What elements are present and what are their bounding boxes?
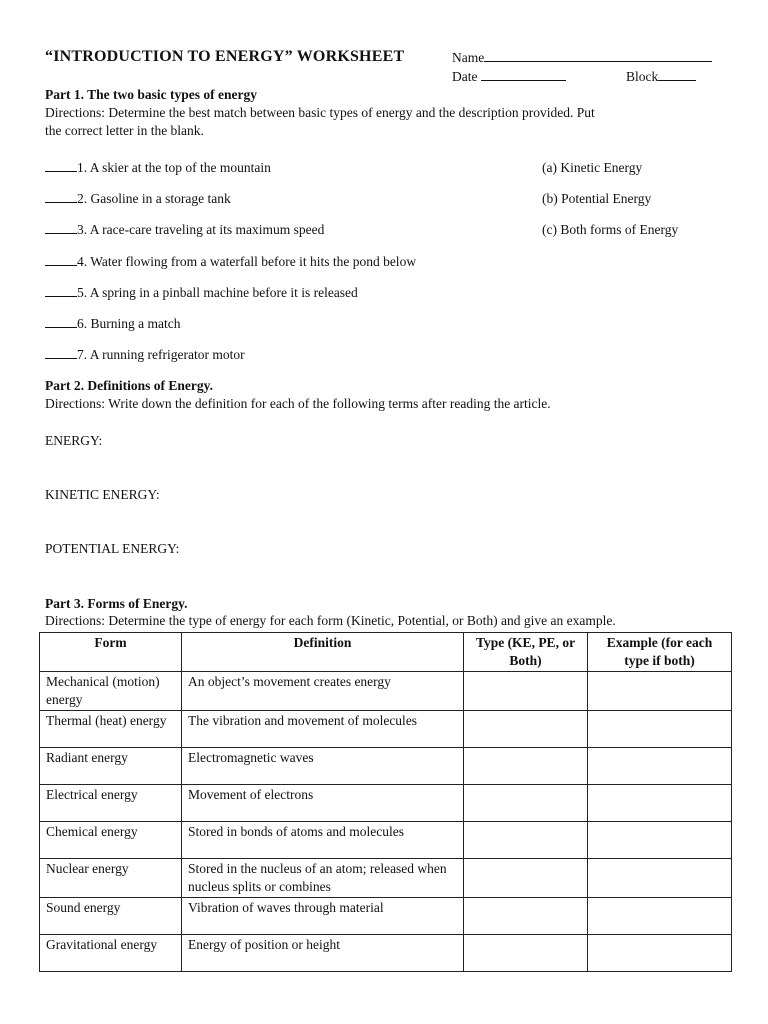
forms-of-energy-table: [39, 632, 732, 972]
question-item: 3. A race-care traveling at its maximum speed: [45, 222, 324, 238]
option-both: (c) Both forms of Energy: [542, 222, 679, 237]
option-potential: (b) Potential Energy: [542, 191, 652, 206]
worksheet-title: “INTRODUCTION TO ENERGY” WORKSHEET: [45, 48, 405, 65]
column-header-form: Form: [40, 633, 182, 672]
definition-cell: Electromagnetic waves: [182, 748, 464, 785]
answer-blank[interactable]: [45, 316, 77, 328]
part2-directions: Directions: Write down the definition for each of the following terms after reading the article.: [45, 396, 551, 411]
table-row: [40, 711, 732, 748]
definition-cell: Stored in the nucleus of an atom; released when nucleus splits or combines: [182, 859, 464, 898]
answer-blank[interactable]: [45, 160, 77, 172]
date-label: Date: [452, 69, 478, 84]
question-item: 1. A skier at the top of the mountain: [45, 160, 271, 176]
type-answer-cell[interactable]: [464, 935, 588, 972]
option-kinetic: (a) Kinetic Energy: [542, 160, 643, 175]
question-item: 5. A spring in a pinball machine before it is released: [45, 285, 358, 301]
column-header-example: Example (for each type if both): [588, 633, 732, 672]
type-answer-cell[interactable]: [464, 859, 588, 898]
term-energy: ENERGY:: [45, 433, 103, 448]
answer-blank[interactable]: [45, 285, 77, 297]
part3-directions: Directions: Determine the type of energy for each form (Kinetic, Potential, or Both) and give an example.: [45, 613, 616, 628]
form-cell: Radiant energy: [40, 748, 182, 785]
date-field[interactable]: [452, 69, 566, 85]
table-row: [40, 785, 732, 822]
block-field[interactable]: [626, 69, 696, 85]
part2-heading: Part 2. Definitions of Energy.: [45, 378, 213, 393]
block-label: Block: [626, 69, 659, 84]
type-answer-cell[interactable]: [464, 711, 588, 748]
example-answer-cell[interactable]: [588, 711, 732, 748]
table-row: [40, 822, 732, 859]
term-potential-energy: POTENTIAL ENERGY:: [45, 541, 180, 556]
example-answer-cell[interactable]: [588, 785, 732, 822]
example-answer-cell[interactable]: [588, 822, 732, 859]
question-item: 6. Burning a match: [45, 316, 180, 332]
table-row: [40, 748, 732, 785]
name-label: Name: [452, 50, 485, 65]
form-cell: Electrical energy: [40, 785, 182, 822]
type-answer-cell[interactable]: [464, 672, 588, 711]
definition-cell: Energy of position or height: [182, 935, 464, 972]
example-answer-cell[interactable]: [588, 748, 732, 785]
form-cell: Sound energy: [40, 898, 182, 935]
example-answer-cell[interactable]: [588, 935, 732, 972]
part3-heading: Part 3. Forms of Energy.: [45, 596, 188, 611]
column-header-definition: Definition: [182, 633, 464, 672]
example-answer-cell[interactable]: [588, 898, 732, 935]
example-answer-cell[interactable]: [588, 859, 732, 898]
definition-cell: Vibration of waves through material: [182, 898, 464, 935]
answer-blank[interactable]: [45, 347, 77, 359]
definition-cell: Stored in bonds of atoms and molecules: [182, 822, 464, 859]
form-cell: Nuclear energy: [40, 859, 182, 898]
question-item: 4. Water flowing from a waterfall before it hits the pond below: [45, 254, 416, 270]
table-row: [40, 898, 732, 935]
table-header-row: [40, 633, 732, 672]
name-field[interactable]: [452, 50, 712, 66]
answer-blank[interactable]: [45, 222, 77, 234]
question-item: 7. A running refrigerator motor: [45, 347, 245, 363]
part1-heading: Part 1. The two basic types of energy: [45, 87, 257, 102]
type-answer-cell[interactable]: [464, 748, 588, 785]
part1-directions-line2: the correct letter in the blank.: [45, 123, 204, 138]
table-row: [40, 859, 732, 898]
column-header-type: Type (KE, PE, or Both): [464, 633, 588, 672]
term-kinetic-energy: KINETIC ENERGY:: [45, 487, 160, 502]
name-blank[interactable]: [484, 50, 712, 62]
type-answer-cell[interactable]: [464, 822, 588, 859]
block-blank[interactable]: [658, 69, 696, 81]
question-item: 2. Gasoline in a storage tank: [45, 191, 231, 207]
definition-cell: An object’s movement creates energy: [182, 672, 464, 711]
table-row: [40, 672, 732, 711]
form-cell: Mechanical (motion) energy: [40, 672, 182, 711]
date-blank[interactable]: [481, 69, 566, 81]
definition-cell: The vibration and movement of molecules: [182, 711, 464, 748]
type-answer-cell[interactable]: [464, 898, 588, 935]
answer-blank[interactable]: [45, 191, 77, 203]
answer-blank[interactable]: [45, 254, 77, 266]
table-row: [40, 935, 732, 972]
definition-cell: Movement of electrons: [182, 785, 464, 822]
type-answer-cell[interactable]: [464, 785, 588, 822]
part1-directions-line1: Directions: Determine the best match between basic types of energy and the description provided. Put: [45, 105, 595, 120]
form-cell: Gravitational energy: [40, 935, 182, 972]
example-answer-cell[interactable]: [588, 672, 732, 711]
form-cell: Chemical energy: [40, 822, 182, 859]
form-cell: Thermal (heat) energy: [40, 711, 182, 748]
